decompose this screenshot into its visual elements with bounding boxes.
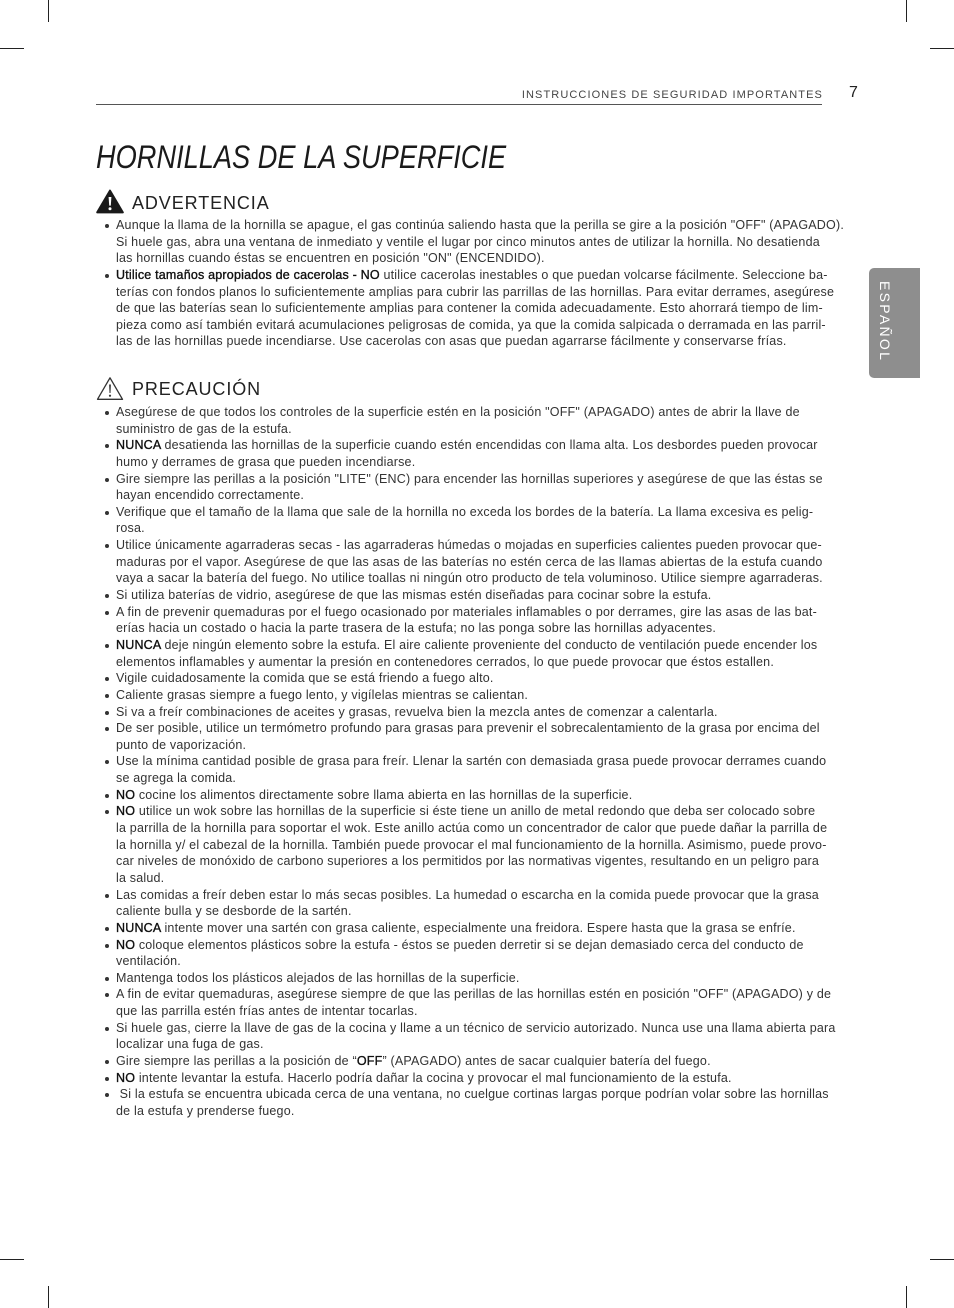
text-line (116, 537, 856, 554)
body-text: Aunque la llama de la hornilla se apague, el gas continúa saliendo hasta que la perilla se gire a la posición "OFF" (APAGADO). (116, 218, 844, 232)
language-tab-label: ESPAÑOL (877, 281, 893, 363)
bullet-item (96, 920, 856, 937)
bullet-icon (105, 274, 109, 278)
text-line (116, 471, 856, 488)
text-line (116, 787, 856, 804)
emphasis-text: OFF (356, 1053, 383, 1068)
bullet-item (96, 803, 856, 886)
bullet-icon (105, 411, 109, 415)
emphasis-text: NUNCA (116, 920, 161, 935)
body-text: se agrega la comida. (116, 771, 237, 786)
crop-mark (48, 0, 49, 22)
bullet-icon (105, 1060, 109, 1064)
text-line (116, 250, 856, 267)
page-number: 7 (849, 84, 858, 101)
crop-mark (930, 48, 954, 49)
emphasis-text: Utilice tamaños apropiados de cacerolas - NO (116, 267, 380, 282)
emphasis-text: NO (116, 1070, 136, 1085)
caution-icon (96, 376, 124, 401)
body-text: Use la mínima cantidad posible de grasa para freír. Llenar la sartén con demasiada grasa puede provocar derrames cuando (116, 754, 827, 769)
text-line (116, 837, 856, 854)
body-text: rosa. (116, 521, 145, 536)
emphasis-text: NO (116, 804, 136, 819)
text-line (116, 737, 856, 754)
bullet-item (96, 1086, 856, 1119)
bullet-icon (105, 727, 109, 731)
body-text: ventilación. (116, 954, 181, 969)
text-line (116, 300, 856, 317)
bullet-item (96, 471, 856, 504)
body-text: cocine los alimentos directamente sobre llama abierta en las hornillas de la superficie. (135, 787, 633, 802)
bullet-item (96, 887, 856, 920)
body-text: Si utiliza baterías de vidrio, asegúrese de que las mismas estén diseñadas para cocinar sobre la estufa. (116, 588, 712, 603)
body-text: vaya a sacar la batería del fuego. No utilice toallas ni ningún otro producto de tela voluminoso. Utilice siempre agarraderas. (116, 571, 823, 586)
bullet-item (96, 437, 856, 470)
text-line (116, 333, 856, 350)
bullet-icon (105, 644, 109, 648)
text-line (116, 670, 856, 687)
crop-mark (906, 1286, 907, 1308)
text-line (116, 587, 856, 604)
body-text: terías con fondos planos lo suficientemente amplias para cubrir las parrillas de las hornillas. Para evitar derrames, asegúrese (116, 284, 835, 299)
text-line (116, 970, 856, 987)
body-text: Las comidas a freír deben estar lo más secas posibles. La humedad o escarcha en la comida puede provocar que la grasa (116, 887, 819, 902)
body-text: De ser posible, utilice un termómetro profundo para grasas para prevenir el sobrecalentamiento de la grasa por encima del (116, 721, 820, 736)
bullet-item (96, 1053, 856, 1070)
warning-heading: ADVERTENCIA (132, 193, 270, 213)
bullet-item (96, 587, 856, 604)
body-text: Si la estufa se encuentra ubicada cerca de una ventana, no cuelgue cortinas largas porque podrían volar sobre las hornillas (116, 1087, 829, 1102)
body-text: Mantenga todos los plásticos alejados de las hornillas de la superficie. (116, 970, 520, 985)
bullet-icon (105, 694, 109, 698)
bullet-icon (105, 677, 109, 681)
text-line (116, 437, 856, 454)
body-text: utilice cacerolas inestables o que puedan volcarse fácilmente. Seleccione ba- (379, 267, 828, 282)
bullet-item (96, 267, 856, 350)
bullet-item (96, 537, 856, 587)
bullet-icon (105, 224, 109, 228)
text-line (116, 853, 856, 870)
body-text: caliente bulla y se desborde de la sartén. (116, 904, 352, 919)
bullet-icon (105, 1027, 109, 1031)
text-line (116, 953, 856, 970)
bullet-item (96, 604, 856, 637)
text-line (116, 620, 856, 637)
bullet-icon (105, 894, 109, 898)
emphasis-text: NO (116, 787, 136, 802)
bullet-icon (105, 977, 109, 981)
header-divider (96, 104, 822, 105)
bullet-item (96, 1020, 856, 1053)
bullet-item (96, 637, 856, 670)
text-line (116, 1003, 856, 1020)
text-line (116, 820, 856, 837)
text-line (116, 937, 856, 954)
text-line (116, 1086, 856, 1103)
body-text: Gire siempre las perillas a la posición "LITE" (ENC) para encender las hornillas superiores y asegúrese de que las éstas se (116, 471, 823, 486)
caution-heading: PRECAUCIÓN (132, 379, 262, 399)
body-text: la salud. (116, 870, 165, 885)
text-line (116, 421, 856, 438)
body-text: intente mover una sartén con grasa caliente, especialmente una freidora. Espere hasta que la grasa se enfríe. (160, 920, 796, 935)
body-text: maduras por el vapor. Asegúrese de que las asas de las baterías no estén cerca de las llamas abiertas de la estufa cuando (116, 554, 823, 569)
bullet-icon (105, 444, 109, 448)
page-title: HORNILLAS DE LA SUPERFICIE (96, 139, 507, 175)
body-text: car niveles de monóxido de carbono superiores a los permitidos por las normativas vigentes, resultando en un peligro para (116, 854, 820, 869)
bullet-item (96, 720, 856, 753)
body-text: Verifique que el tamaño de la llama que sale de la hornilla no exceda los bordes de la batería. La llama excesiva es pelig- (116, 504, 814, 519)
body-text: Si va a freír combinaciones de aceites y grasas, revuelva bien la mezcla antes de comenzar a calentarla. (116, 704, 718, 719)
body-text: Caliente grasas siempre a fuego lento, y vigílelas mientras se calientan. (116, 687, 529, 702)
body-text: A fin de evitar quemaduras, asegúrese siempre de que las perillas de las hornillas estén en posición "OFF" (APAGADO) y de (116, 987, 832, 1002)
text-line (116, 554, 856, 571)
body-text: deje ningún elemento sobre la estufa. El aire caliente proveniente del conducto de ventilación puede encender los (160, 637, 818, 652)
bullet-icon (105, 927, 109, 931)
bullet-item (96, 704, 856, 721)
text-line (116, 1020, 856, 1037)
bullet-item (96, 687, 856, 704)
text-line (116, 604, 856, 621)
text-line (116, 487, 856, 504)
emphasis-text: NUNCA (116, 637, 161, 652)
body-text: humo y derrames de grasa que pueden incendiarse. (116, 454, 416, 469)
text-line (116, 637, 856, 654)
body-text: utilice un wok sobre las hornillas de la superficie si éste tiene un anillo de metal redondo que deba ser colocado sobre (135, 804, 816, 819)
crop-mark (906, 0, 907, 22)
emphasis-text: NUNCA (116, 438, 161, 453)
bullet-item (96, 670, 856, 687)
text-line (116, 520, 856, 537)
bullet-icon (105, 594, 109, 598)
bullet-item (96, 937, 856, 970)
bullet-item (96, 217, 856, 267)
bullet-icon (105, 944, 109, 948)
text-line (116, 284, 856, 301)
body-text: Utilice únicamente agarraderas secas - las agarraderas húmedas o mojadas en superficies calientes pueden provocar que- (116, 538, 822, 553)
bullet-icon (105, 760, 109, 764)
crop-mark (930, 1259, 954, 1260)
text-line (116, 720, 856, 737)
body-text: pieza como así también evitará acumulaciones peligrosas de comida, ya que la comida salpicada o derramada en las parril- (116, 317, 826, 332)
text-line (116, 687, 856, 704)
text-line (116, 504, 856, 521)
body-text: A fin de prevenir quemaduras por el fuego ocasionado por materiales inflamables o por derrames, gire las asas de las bat- (116, 604, 817, 619)
text-line (116, 654, 856, 671)
bullet-icon (105, 810, 109, 814)
body-text: erías hacia un costado o hacia la parte trasera de la estufa; no las ponga sobre las hornillas adyacentes. (116, 621, 717, 636)
body-text: Asegúrese de que todos los controles de la superficie estén en la posición "OFF" (APAGADO) antes de abrir la llave de (116, 405, 800, 419)
body-text: de la estufa y prenderse fuego. (116, 1103, 295, 1118)
language-side-tab (869, 268, 920, 378)
body-text: las de las hornillas puede incendiarse. Use cacerolas con asas que puedan agarrarse fácilmente y conservarse frías. (116, 334, 787, 349)
bullet-item (96, 986, 856, 1019)
bullet-icon (105, 794, 109, 798)
crop-mark (48, 1286, 49, 1308)
text-line (116, 267, 856, 284)
body-text: desatienda las hornillas de la superficie cuando estén encendidas con llama alta. Los desbordes pueden provocar (160, 438, 818, 453)
bullet-icon (105, 1093, 109, 1097)
body-text: ” (APAGADO) antes de sacar cualquier batería del fuego. (382, 1053, 711, 1068)
bullet-icon (105, 711, 109, 715)
text-line (116, 1103, 856, 1120)
text-line (116, 986, 856, 1003)
text-line (116, 887, 856, 904)
crop-mark (0, 48, 24, 49)
text-line (116, 1036, 856, 1053)
bullet-item (96, 1070, 856, 1087)
body-text: la parrilla de la hornilla para soportar el wok. Este anillo actúa como un concentrador de calor que puede dañar la parrilla de (116, 821, 828, 836)
bullet-icon (105, 478, 109, 482)
body-text: Si huele gas, cierre la llave de gas de la cocina y llame a un técnico de servicio autorizado. Nunca use una llama abierta para (116, 1020, 836, 1035)
text-line (116, 803, 856, 820)
caution-list (96, 404, 856, 1120)
text-line (116, 1070, 856, 1087)
text-line (116, 570, 856, 587)
bullet-item (96, 753, 856, 786)
body-text: elementos inflamables y aumentar la presión en contenedores cerrados, lo que puede provocar que éstos estallen. (116, 654, 775, 669)
body-text: Gire siempre las perillas a la posición de “ (116, 1053, 357, 1068)
text-line (116, 870, 856, 887)
text-line (116, 317, 856, 334)
text-line (116, 770, 856, 787)
text-line (116, 234, 856, 251)
warning-icon (96, 189, 124, 214)
body-text: suministro de gas de la estufa. (116, 421, 292, 436)
body-text: hayan encendido correctamente. (116, 488, 305, 503)
body-text: punto de vaporización. (116, 737, 247, 752)
running-header-title: INSTRUCCIONES DE SEGURIDAD IMPORTANTES (521, 89, 823, 101)
emphasis-text: NO (116, 937, 136, 952)
body-text: intente levantar la estufa. Hacerlo podría dañar la cocina y provocar el mal funcionamiento de la estufa. (135, 1070, 732, 1085)
body-text: de que las baterías sean lo suficientemente amplias para contener la comida adecuadamente. Esto ahorrará tiempo de lim- (116, 301, 823, 316)
crop-mark (0, 1259, 24, 1260)
bullet-icon (105, 544, 109, 548)
text-line (116, 454, 856, 471)
text-line (116, 920, 856, 937)
body-text: localizar una fuga de gas. (116, 1037, 264, 1052)
bullet-icon (105, 511, 109, 515)
bullet-item (96, 504, 856, 537)
text-line (116, 1053, 856, 1070)
bullet-item (96, 970, 856, 987)
body-text: la hornilla y/ el cabezal de la hornilla. También puede provocar el mal funcionamiento de la hornilla. Asimismo, puede provo- (116, 837, 827, 852)
body-text: Si huele gas, abra una ventana de inmediato y ventile el lugar por cinco minutos antes de utilizar la hornilla. No desatienda (116, 234, 820, 249)
bullet-item (96, 404, 856, 437)
body-text: Vigile cuidadosamente la comida que se está friendo a fuego alto. (116, 671, 494, 686)
text-line (116, 753, 856, 770)
bullet-icon (105, 993, 109, 997)
bullet-item (96, 787, 856, 804)
text-line (116, 704, 856, 721)
bullet-icon (105, 1077, 109, 1081)
bullet-icon (105, 611, 109, 615)
text-line (116, 217, 856, 234)
body-text: que las parrilla estén frías antes de intentar tocarlas. (116, 1004, 418, 1019)
body-text: las hornillas cuando éstas se encuentren en posición "ON" (ENCENDIDO). (116, 251, 545, 266)
body-text: coloque elementos plásticos sobre la estufa - éstos se pueden derretir si se dejan demasiado cerca del conducto de (135, 937, 804, 952)
text-line (116, 903, 856, 920)
text-line (116, 404, 856, 421)
warning-list (96, 217, 856, 350)
